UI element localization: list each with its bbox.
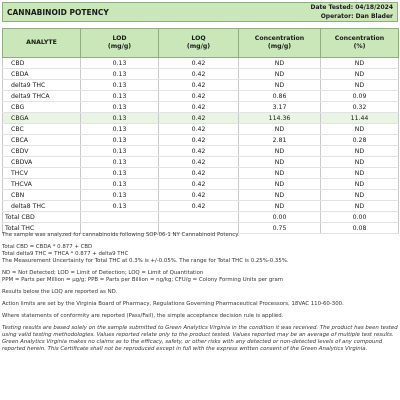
lod-cell: 0.13: [81, 157, 159, 168]
analyte-cell: CBCA: [3, 135, 81, 146]
loq-cell: 0.42: [159, 135, 239, 146]
conc-mg-cell: ND: [239, 190, 321, 201]
analyte-cell: delta9 THCA: [3, 91, 81, 102]
conc-mg-cell: ND: [239, 146, 321, 157]
conc-mg-cell: ND: [239, 124, 321, 135]
loq-cell: 0.42: [159, 102, 239, 113]
conc-mg-cell: 3.17: [239, 102, 321, 113]
loq-cell: 0.42: [159, 124, 239, 135]
loq-cell: 0.42: [159, 168, 239, 179]
analyte-cell: delta9 THC: [3, 80, 81, 91]
total-row: [3, 212, 399, 223]
table-row: [3, 58, 399, 69]
conc-pct-cell: ND: [321, 201, 399, 212]
conc-pct-cell: 0.32: [321, 102, 399, 113]
lod-cell: 0.13: [81, 69, 159, 80]
conc-pct-cell: ND: [321, 179, 399, 190]
conc-pct-cell: 0.09: [321, 91, 399, 102]
lod-cell: 0.13: [81, 190, 159, 201]
loq-cell: 0.42: [159, 113, 239, 124]
conc-pct-cell: ND: [321, 190, 399, 201]
analyte-cell: THCVA: [3, 179, 81, 190]
lod-cell: 0.13: [81, 146, 159, 157]
col-header-lod: LOD (mg/g): [81, 29, 159, 58]
table-row: [3, 135, 399, 146]
analyte-cell: CBG: [3, 102, 81, 113]
table-row: [3, 124, 399, 135]
operator-name: Operator: Dan Blader: [320, 12, 393, 20]
loq-cell: 0.42: [159, 91, 239, 102]
table-body: [3, 58, 399, 234]
analyte-cell: Total THC: [3, 223, 81, 234]
loq-cell: 0.42: [159, 146, 239, 157]
analyte-cell: CBDV: [3, 146, 81, 157]
table-row: [3, 201, 399, 212]
conc-mg-cell: ND: [239, 58, 321, 69]
loq-cell: 0.42: [159, 69, 239, 80]
lod-cell: 0.13: [81, 113, 159, 124]
conc-mg-cell: 0.75: [239, 223, 321, 234]
section-title: CANNABINOID POTENCY: [7, 8, 109, 17]
date-tested: Date Tested: 04/18/2024: [310, 4, 393, 11]
conc-pct-cell: ND: [321, 58, 399, 69]
table-row: [3, 168, 399, 179]
analyte-cell: CBDVA: [3, 157, 81, 168]
table-row: [3, 91, 399, 102]
section-header: [2, 2, 398, 22]
table-header-row: [3, 29, 399, 58]
col-header-conc-mg: Concentration (mg/g): [239, 29, 321, 58]
lod-cell: 0.13: [81, 102, 159, 113]
loq-cell: [159, 212, 239, 223]
total-thc-formula: Total delta9 THC = THCA * 0.877 + delta9 THC: [2, 251, 129, 257]
table-row: [3, 80, 399, 91]
below-loq-note: Results below the LOQ are reported as ND.: [2, 289, 118, 295]
loq-cell: 0.42: [159, 190, 239, 201]
potency-table: [2, 28, 399, 234]
loq-cell: 0.42: [159, 58, 239, 69]
lod-cell: 0.13: [81, 91, 159, 102]
col-header-conc-pct: Concentration (%): [321, 29, 399, 58]
conc-mg-cell: ND: [239, 168, 321, 179]
conc-pct-cell: 11.44: [321, 113, 399, 124]
col-header-analyte: ANALYTE: [3, 29, 81, 58]
lod-cell: 0.13: [81, 58, 159, 69]
abbreviations-1: ND = Not Detected; LOD = Limit of Detection; LOQ = Limit of Quantitation: [2, 270, 204, 276]
conc-mg-cell: ND: [239, 69, 321, 80]
loq-cell: 0.42: [159, 80, 239, 91]
table-row: [3, 113, 399, 124]
loq-cell: 0.42: [159, 179, 239, 190]
analyte-cell: CBD: [3, 58, 81, 69]
method-note: The sample was analyzed for cannabinoids following SOP-06-1 NY Cannabinoid Potency.: [2, 232, 240, 238]
conc-mg-cell: ND: [239, 80, 321, 91]
lod-cell: 0.13: [81, 168, 159, 179]
conc-pct-cell: 0.28: [321, 135, 399, 146]
analyte-cell: THCV: [3, 168, 81, 179]
notes-section: [2, 232, 398, 353]
table-row: [3, 157, 399, 168]
table-row: [3, 190, 399, 201]
analyte-cell: Total CBD: [3, 212, 81, 223]
conc-pct-cell: ND: [321, 69, 399, 80]
col-header-loq: LOQ (mg/g): [159, 29, 239, 58]
conc-pct-cell: ND: [321, 168, 399, 179]
table-row: [3, 146, 399, 157]
conc-pct-cell: ND: [321, 157, 399, 168]
lod-cell: [81, 212, 159, 223]
lod-cell: 0.13: [81, 179, 159, 190]
analyte-cell: CBDA: [3, 69, 81, 80]
analyte-cell: CBN: [3, 190, 81, 201]
lod-cell: 0.13: [81, 80, 159, 91]
conc-mg-cell: 2.81: [239, 135, 321, 146]
conc-mg-cell: ND: [239, 157, 321, 168]
analyte-cell: delta8 THC: [3, 201, 81, 212]
loq-cell: 0.42: [159, 157, 239, 168]
lod-cell: 0.13: [81, 201, 159, 212]
table-row: [3, 102, 399, 113]
action-limits-note: Action limits are set by the Virginia Board of Pharmacy, Regulations Governing Pharmaceutical Processors, 18VAC 110-60-300.: [2, 301, 344, 307]
conc-pct-cell: 0.00: [321, 212, 399, 223]
total-cbd-formula: Total CBD = CBDA * 0.877 + CBD: [2, 244, 93, 250]
conc-mg-cell: ND: [239, 179, 321, 190]
conc-pct-cell: ND: [321, 80, 399, 91]
lod-cell: 0.13: [81, 135, 159, 146]
disclaimer-note: Testing results are based solely on the sample submitted to Green Analytics Virginia in the condition it was received. The product has been tested using valid testing methodologies. Values reported relate only to the product tested. Values reported may be an average of multiple test results. Green Analytics Virginia makes no claims as to the efficacy, safety, or other risks with any detected or non-detected levels of any compound reported herein. This Certificate shall not be reproduced except in full with the express written consent of the Green Analytics Virginia.: [2, 325, 398, 352]
conc-mg-cell: 0.00: [239, 212, 321, 223]
analyte-cell: CBC: [3, 124, 81, 135]
conc-pct-cell: 0.08: [321, 223, 399, 234]
analyte-cell: CBGA: [3, 113, 81, 124]
conc-mg-cell: 0.86: [239, 91, 321, 102]
conformity-note: Where statements of conformity are reported (Pass/Fail), the simple acceptance decision rule is applied.: [2, 313, 284, 319]
loq-cell: 0.42: [159, 201, 239, 212]
conc-mg-cell: 114.36: [239, 113, 321, 124]
conc-mg-cell: ND: [239, 201, 321, 212]
table-row: [3, 69, 399, 80]
table-row: [3, 179, 399, 190]
lod-cell: 0.13: [81, 124, 159, 135]
abbreviations-2: PPM = Parts per Million = µg/g; PPB = Parts per Billion = ng/kg; CFU/g = Colony Forming Units per gram: [2, 277, 284, 283]
uncertainty-note: The Measurement Uncertainty for Total THC at 0.3% is +/-0.05%. The range for Total THC is 0.25%-0.35%.: [2, 258, 289, 264]
conc-pct-cell: ND: [321, 124, 399, 135]
conc-pct-cell: ND: [321, 146, 399, 157]
test-meta: [311, 4, 394, 21]
